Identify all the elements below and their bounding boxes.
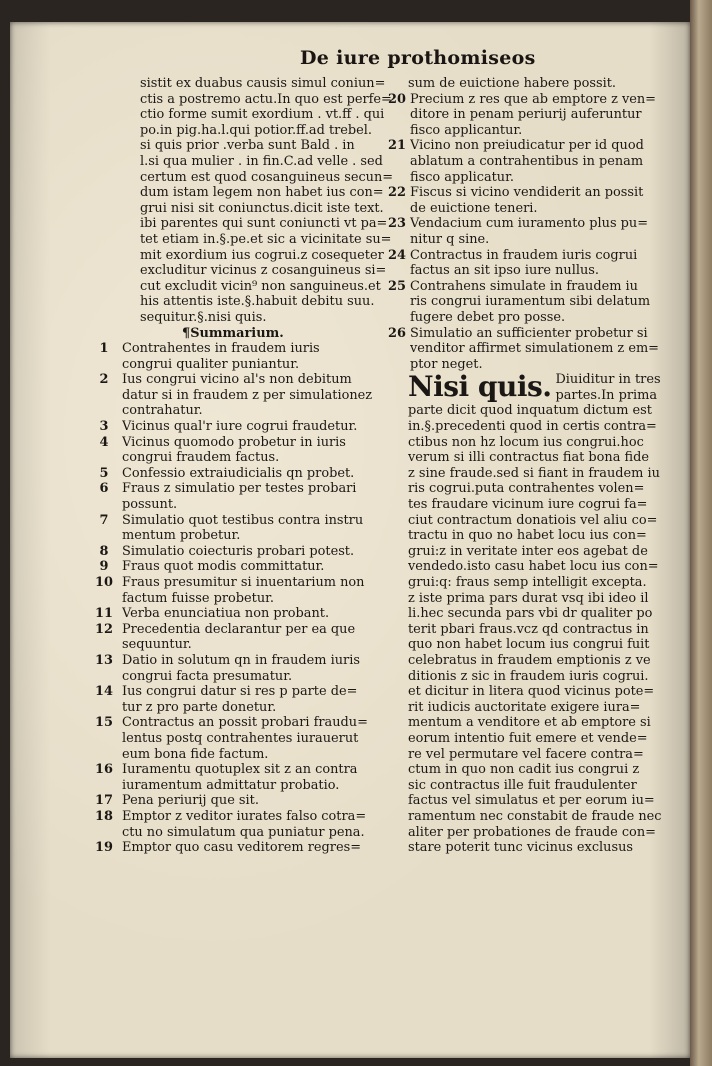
summary-item-line: Emptor quo casu veditorem regres=	[122, 840, 362, 856]
summary-item-number: 15	[95, 715, 113, 731]
summary-item	[86, 575, 402, 606]
summary-item-line: Precium z res que ab emptore z ven=	[410, 91, 656, 107]
summary-list-right	[384, 92, 696, 373]
summary-item-line: Vicinus quomodo probetur in iuris	[122, 434, 346, 450]
summary-item	[86, 762, 402, 793]
commentary-line: rit iudicis auctoritate exigere iura=	[408, 699, 641, 715]
summary-item-number: 24	[388, 247, 406, 263]
commentary-line: ramentum nec constabit de fraude nec	[408, 808, 662, 824]
summary-item-line: de euictione teneri.	[410, 200, 538, 216]
summary-item-line: tur z pro parte donetur.	[122, 699, 277, 715]
summary-item	[384, 216, 696, 247]
commentary-line: tractu in quo no habet locu ius con=	[408, 528, 647, 544]
summary-item-line: fisco applicatur.	[410, 169, 514, 185]
summary-item-line: nitur q sine.	[410, 231, 490, 247]
summary-item-line: venditor affirmet simulationem z em=	[410, 341, 659, 357]
paragraph-line: po.in pig.ha.l.qui potior.ff.ad trebel.	[140, 122, 373, 138]
paragraph-line: ibi parentes qui sunt coniuncti vt pa=	[140, 216, 388, 232]
summary-item-number: 17	[95, 793, 113, 809]
commentary-line: terit pbari fraus.vcz qd contractus in	[408, 621, 649, 637]
summary-item-text	[122, 559, 402, 575]
summary-item-text	[122, 622, 402, 653]
summary-item-line: ctu no simulatum qua puniatur pena.	[122, 824, 365, 840]
summary-item-line: Verba enunciatiua non probant.	[122, 606, 330, 622]
summary-item-number: 19	[95, 840, 113, 856]
commentary-line: tes fraudare vicinum iure cogrui fa=	[408, 497, 648, 513]
commentary-line: ctum in quo non cadit ius congrui z	[408, 762, 640, 778]
paragraph-line: tet etiam in.§.pe.et sic a vicinitate su=	[140, 231, 392, 247]
summary-item	[86, 715, 402, 762]
summary-item-number: 25	[388, 278, 406, 294]
paragraph-line: mit exordium ius cogrui.z cosequeter	[140, 247, 384, 263]
summary-item	[86, 513, 402, 544]
summary-item	[384, 326, 696, 373]
commentary-line: parte dicit quod inquatum dictum est	[408, 403, 652, 419]
summary-item-line: congrui fraudem factus.	[122, 450, 280, 466]
commentary-line: re vel permutare vel facere contra=	[408, 746, 644, 762]
summary-item-number: 2	[99, 372, 109, 388]
summary-continuation-line: sum de euictione habere possit.	[408, 76, 616, 91]
summary-item-line: ablatum a contrahentibus in penam	[410, 153, 644, 169]
summary-item-number: 6	[99, 481, 109, 497]
summary-item-line: Precedentia declarantur per ea que	[122, 621, 356, 637]
summary-item-line: eum bona fide factum.	[122, 746, 269, 762]
summary-item-number: 14	[95, 684, 113, 700]
summary-item-line: Simulatio an sufficienter probetur si	[410, 325, 648, 341]
summary-item-number: 18	[95, 808, 113, 824]
commentary-line: z iste prima pars durat vsq ibi ideo il	[408, 590, 649, 606]
summary-list-left	[86, 341, 402, 856]
commentary-text	[408, 403, 696, 855]
summary-item	[384, 92, 696, 139]
summary-item-line: Confessio extraiudicialis qn probet.	[122, 465, 355, 481]
summary-item-text	[122, 684, 402, 715]
summary-item-text	[122, 372, 402, 419]
commentary-line: ris cogrui.puta contrahentes volen=	[408, 481, 645, 497]
commentary-line: quo non habet locum ius congrui fuit	[408, 637, 650, 653]
summary-item-line: Contractus in fraudem iuris cogrui	[410, 247, 638, 263]
commentary-line: mentum a venditore et ab emptore si	[408, 715, 651, 731]
summary-item-number: 11	[95, 606, 113, 622]
commentary-line: ciut contractum donatiois vel aliu co=	[408, 512, 658, 528]
summary-item	[86, 481, 402, 512]
summary-item-line: Vicinus qual'r iure cogrui fraudetur.	[122, 419, 358, 435]
summary-item	[86, 840, 402, 856]
paragraph-line: excluditur vicinus z cosanguineus si=	[140, 263, 387, 279]
summary-item	[384, 185, 696, 216]
opening-paragraph	[102, 76, 402, 326]
summary-item-text	[122, 575, 402, 606]
summary-item-number: 7	[99, 512, 109, 528]
summary-item-text	[122, 435, 402, 466]
paragraph-line: sequitur.§.nisi quis.	[140, 309, 267, 325]
summary-item-line: Simulatio quot testibus contra instru	[122, 512, 364, 528]
commentary-line: z sine fraude.sed si fiant in fraudem iu	[408, 465, 660, 481]
summary-item-text	[122, 341, 402, 372]
summary-item-text	[122, 606, 402, 622]
summary-item-line: Ius congrui vicino al's non debitum	[122, 372, 352, 388]
summary-item	[384, 279, 696, 326]
paragraph-line: si quis prior .verba sunt Bald . in	[140, 138, 355, 154]
summary-item-line: Vendacium cum iuramento plus pu=	[410, 216, 649, 232]
paragraph-line: sistit ex duabus causis simul coniun=	[140, 76, 386, 91]
summary-item-line: factus an sit ipso iure nullus.	[410, 263, 599, 279]
summary-item-text	[122, 419, 402, 435]
commentary-line: ctibus non hz locum ius congrui.hoc	[408, 434, 644, 450]
summary-item	[86, 606, 402, 622]
summary-item-text	[410, 216, 696, 247]
summary-item-line: Simulatio coiecturis probari potest.	[122, 543, 355, 559]
summary-item-line: ris congrui iuramentum sibi delatum	[410, 294, 651, 310]
commentary-line: aliter per probationes de fraude con=	[408, 824, 656, 840]
summary-item	[86, 372, 402, 419]
summary-item-line: iuramentum admittatur probatio.	[122, 777, 340, 793]
summary-item	[86, 419, 402, 435]
summary-item-line: fugere debet pro posse.	[410, 309, 566, 325]
summary-item-line: mentum probetur.	[122, 528, 241, 544]
commentary-line: verum si illi contractus fiat bona fide	[408, 450, 649, 466]
initial-tail-line: partes.In prima	[555, 387, 658, 403]
summary-item	[86, 809, 402, 840]
adjacent-page-edge	[690, 0, 712, 1066]
summary-item-text	[122, 715, 402, 762]
summary-item-number: 1	[99, 341, 109, 357]
summary-item-text	[410, 279, 696, 326]
summary-item-number: 21	[388, 138, 406, 154]
summary-item	[384, 138, 696, 185]
section-opening	[408, 372, 696, 403]
initial-tail-line: Diuiditur in tres	[555, 372, 661, 388]
summary-item-text	[122, 466, 402, 482]
summary-item-line: datur si in fraudem z per simulationez	[122, 387, 373, 403]
running-header: De iure prothomiseos	[300, 47, 536, 69]
summary-item-number: 22	[388, 185, 406, 201]
commentary-line: grui:z in veritate inter eos agebat de	[408, 543, 648, 559]
paragraph-line: grui nisi sit coniunctus.dicit iste text.	[140, 200, 384, 216]
paragraph-line: ctio forme sumit exordium . vt.ff . qui	[140, 107, 385, 123]
summary-item-number: 5	[99, 465, 109, 481]
summary-item-line: possunt.	[122, 497, 178, 513]
summary-item-line: congrui facta presumatur.	[122, 668, 293, 684]
commentary-line: eorum intentio fuit emere et vende=	[408, 730, 648, 746]
summary-item-number: 8	[99, 543, 109, 559]
summary-item-number: 26	[388, 325, 406, 341]
summary-item-text	[122, 653, 402, 684]
summary-item-text	[122, 840, 402, 856]
summary-item-text	[122, 481, 402, 512]
summary-item-text	[122, 793, 402, 809]
summary-item-line: Iuramentu quotuplex sit z an contra	[122, 762, 358, 778]
summary-item-number: 3	[99, 419, 109, 435]
summary-item-line: congrui qualiter puniantur.	[122, 356, 300, 372]
summary-item-line: contrahatur.	[122, 403, 203, 419]
decorated-initial-words: Nisi quis.	[408, 370, 552, 404]
commentary-line: et dicitur in litera quod vicinus pote=	[408, 684, 655, 700]
summary-item-line: ptor neget.	[410, 356, 483, 372]
paragraph-line: certum est quod cosanguineus secun=	[140, 169, 394, 185]
summary-item-text	[410, 326, 696, 373]
summary-item-line: Fraus z simulatio per testes probari	[122, 481, 357, 497]
summary-item-line: Fiscus si vicino vendiderit an possit	[410, 185, 644, 201]
summary-item-text	[122, 809, 402, 840]
summary-item	[86, 435, 402, 466]
paragraph-line: his attentis iste.§.habuit debitu suu.	[140, 294, 375, 310]
summary-item-number: 10	[95, 575, 113, 590]
right-column	[388, 76, 696, 856]
summary-item-line: ditore in penam periurij auferuntur	[410, 107, 642, 123]
summary-item-text	[122, 762, 402, 793]
summary-item	[86, 653, 402, 684]
summary-item	[86, 622, 402, 653]
summary-item	[86, 341, 402, 372]
summary-item-line: Pena periurij que sit.	[122, 793, 259, 809]
summary-item	[384, 248, 696, 279]
commentary-line: sic contractus ille fuit fraudulenter	[408, 777, 637, 793]
summary-item-number: 9	[99, 559, 109, 575]
paragraph-line: ctis a postremo actu.In quo est perfe=	[140, 91, 392, 107]
summary-item-line: Ius congrui datur si res p parte de=	[122, 684, 358, 700]
summary-item-text	[410, 138, 696, 185]
summary-item	[86, 684, 402, 715]
commentary-line: ditionis z sic in fraudem iuris cogrui.	[408, 668, 649, 684]
summary-item	[86, 466, 402, 482]
commentary-line: factus vel simulatus et per eorum iu=	[408, 793, 655, 809]
summary-item-number: 16	[95, 762, 113, 778]
summary-item-number: 4	[99, 434, 109, 450]
summary-item-number: 23	[388, 216, 406, 232]
summary-item-line: Vicino non preiudicatur per id quod	[410, 138, 644, 154]
summary-item-line: Fraus presumitur si inuentarium non	[122, 575, 365, 590]
summary-item-number: 20	[388, 91, 406, 107]
summary-item-line: Contrahentes in fraudem iuris	[122, 341, 320, 357]
summary-item-line: Datio in solutum qn in fraudem iuris	[122, 652, 360, 668]
summary-item	[86, 793, 402, 809]
summary-item-line: Fraus quot modis committatur.	[122, 559, 325, 575]
summary-continuation	[408, 76, 696, 92]
commentary-line: stare poterit tunc vicinus exclusus	[408, 840, 633, 856]
summary-item-line: fisco applicantur.	[410, 122, 523, 138]
summary-heading: ¶Summarium.	[182, 325, 284, 341]
commentary-line: vendedo.isto casu habet locu ius con=	[408, 559, 659, 575]
summary-item	[86, 544, 402, 560]
summary-item-number: 12	[95, 621, 113, 637]
summary-item-line: Contrahens simulate in fraudem iu	[410, 278, 638, 294]
paragraph-line: dum istam legem non habet ius con=	[140, 185, 384, 201]
paragraph-line: l.si qua mulier . in fin.C.ad velle . sed	[140, 153, 383, 169]
paragraph-line: cut excludit vicin⁹ non sanguineus.et	[140, 278, 381, 294]
commentary-line: in.§.precedenti quod in certis contra=	[408, 419, 657, 435]
summary-item-text	[410, 248, 696, 279]
commentary-line: grui:q: fraus semp intelligit excepta.	[408, 575, 647, 590]
summary-item-line: Emptor z veditor iurates falso cotra=	[122, 808, 367, 824]
summary-item-text	[410, 185, 696, 216]
book-page	[10, 22, 690, 1058]
summary-item-line: factum fuisse probetur.	[122, 590, 275, 606]
commentary-line: celebratus in fraudem emptionis z ve	[408, 652, 651, 668]
summary-item-text	[122, 544, 402, 560]
summary-item-line: lentus postq contrahentes iurauerut	[122, 730, 359, 746]
left-column	[95, 76, 402, 856]
commentary-line: li.hec secunda pars vbi dr qualiter po	[408, 606, 653, 622]
summary-item-line: sequuntur.	[122, 637, 192, 653]
summary-item-text	[122, 513, 402, 544]
summary-item	[86, 559, 402, 575]
summary-item-number: 13	[95, 652, 113, 668]
summary-item-line: Contractus an possit probari fraudu=	[122, 715, 368, 731]
summary-item-text	[410, 92, 696, 139]
